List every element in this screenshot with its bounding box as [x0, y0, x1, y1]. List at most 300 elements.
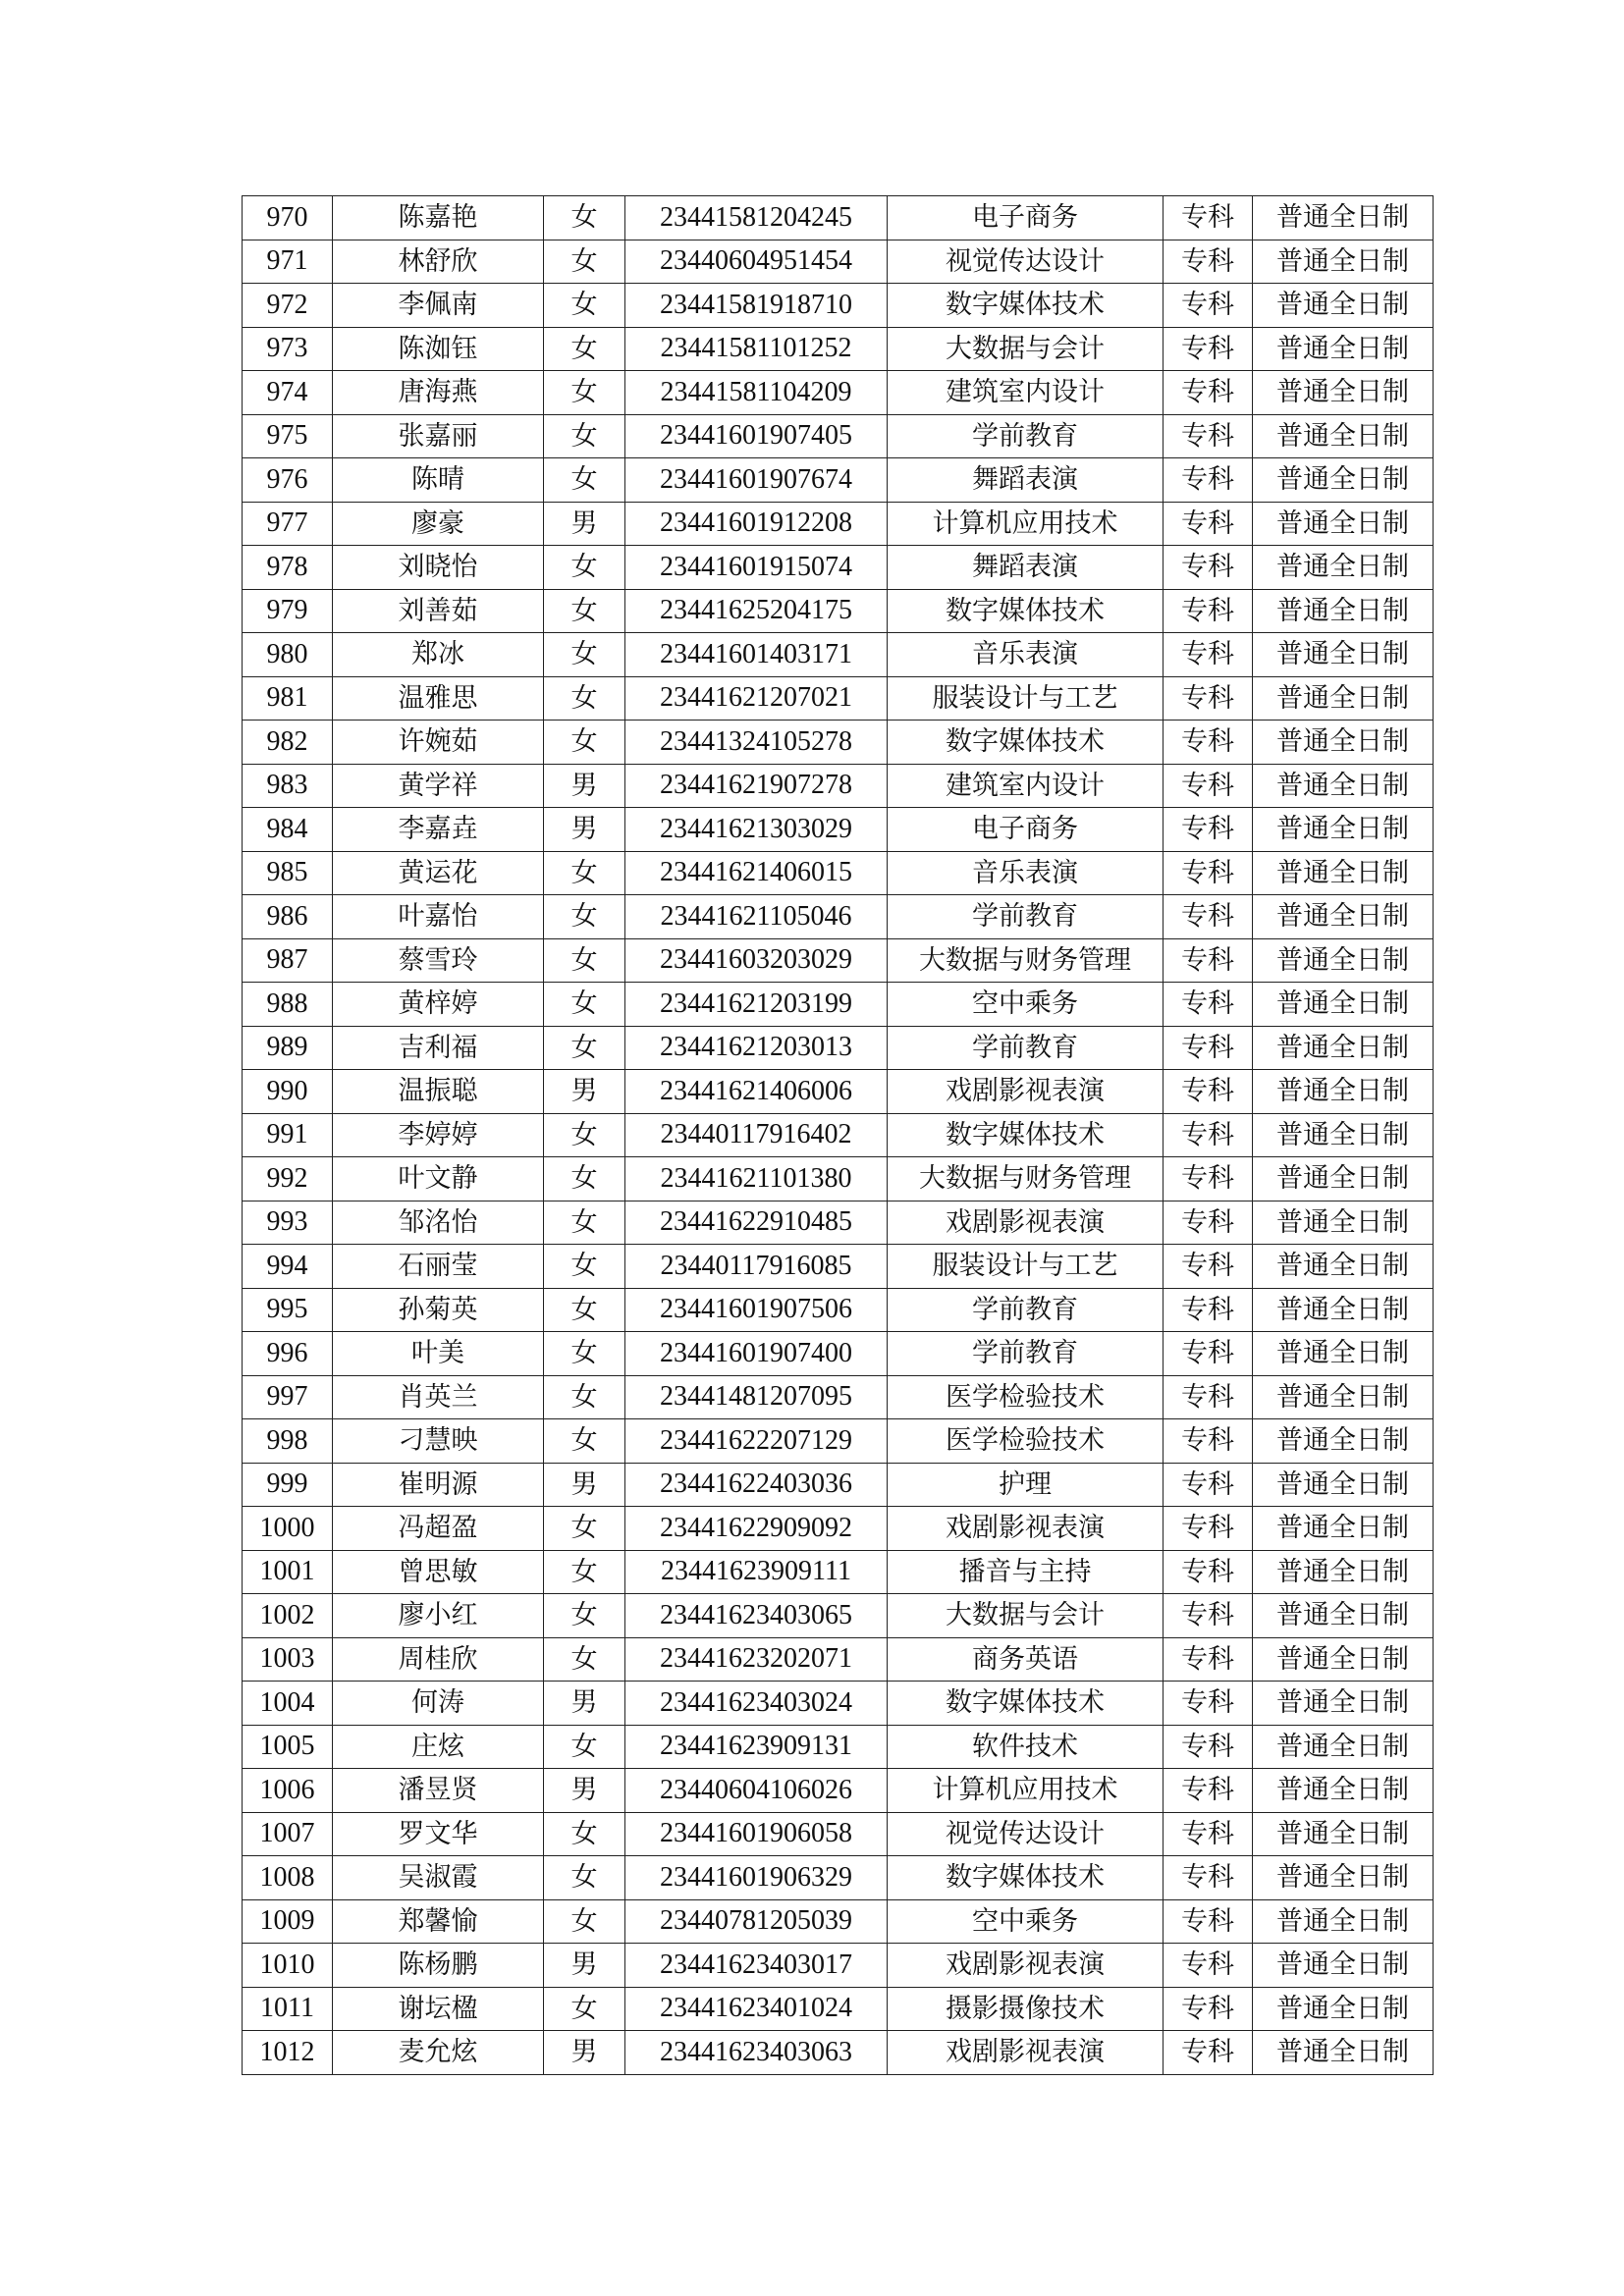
student-name-cell: 廖豪	[333, 502, 544, 546]
exam-number-cell: 23441623403065	[625, 1594, 888, 1638]
row-index-cell: 1001	[243, 1550, 333, 1594]
table-row	[243, 721, 1434, 765]
row-index-cell: 993	[243, 1201, 333, 1245]
gender-cell: 女	[544, 1812, 625, 1856]
row-index-cell: 970	[243, 196, 333, 240]
student-name-cell: 曾思敏	[333, 1550, 544, 1594]
student-name-cell: 叶嘉怡	[333, 895, 544, 939]
table-row	[243, 2031, 1434, 2075]
exam-number-cell: 23441623909131	[625, 1725, 888, 1769]
exam-number-cell: 23441621101380	[625, 1157, 888, 1201]
table-row	[243, 895, 1434, 939]
gender-cell: 女	[544, 1725, 625, 1769]
gender-cell: 女	[544, 458, 625, 503]
major-cell: 学前教育	[888, 895, 1164, 939]
exam-number-cell: 23441581101252	[625, 327, 888, 371]
study-mode-cell: 普通全日制	[1253, 1332, 1434, 1376]
gender-cell: 女	[544, 196, 625, 240]
row-index-cell: 992	[243, 1157, 333, 1201]
exam-number-cell: 23441622403036	[625, 1463, 888, 1507]
gender-cell: 女	[544, 676, 625, 721]
gender-cell: 女	[544, 938, 625, 983]
gender-cell: 女	[544, 1113, 625, 1157]
gender-cell: 男	[544, 764, 625, 808]
study-mode-cell: 普通全日制	[1253, 458, 1434, 503]
study-mode-cell: 普通全日制	[1253, 1375, 1434, 1419]
study-mode-cell: 普通全日制	[1253, 895, 1434, 939]
study-mode-cell: 普通全日制	[1253, 1288, 1434, 1332]
major-cell: 数字媒体技术	[888, 284, 1164, 328]
education-level-cell: 专科	[1164, 196, 1253, 240]
exam-number-cell: 23441623909111	[625, 1550, 888, 1594]
study-mode-cell: 普通全日制	[1253, 1463, 1434, 1507]
row-index-cell: 972	[243, 284, 333, 328]
table-row	[243, 1899, 1434, 1944]
exam-number-cell: 23441581918710	[625, 284, 888, 328]
study-mode-cell: 普通全日制	[1253, 1245, 1434, 1289]
table-row	[243, 1157, 1434, 1201]
major-cell: 建筑室内设计	[888, 371, 1164, 415]
student-name-cell: 罗文华	[333, 1812, 544, 1856]
study-mode-cell: 普通全日制	[1253, 1201, 1434, 1245]
row-index-cell: 973	[243, 327, 333, 371]
row-index-cell: 978	[243, 546, 333, 590]
education-level-cell: 专科	[1164, 1725, 1253, 1769]
table-row	[243, 1288, 1434, 1332]
table-row	[243, 458, 1434, 503]
student-name-cell: 张嘉丽	[333, 414, 544, 458]
study-mode-cell: 普通全日制	[1253, 546, 1434, 590]
table-row	[243, 196, 1434, 240]
table-row	[243, 1594, 1434, 1638]
exam-number-cell: 23441623403017	[625, 1944, 888, 1988]
table-row	[243, 414, 1434, 458]
gender-cell: 男	[544, 2031, 625, 2075]
major-cell: 戏剧影视表演	[888, 1070, 1164, 1114]
row-index-cell: 1005	[243, 1725, 333, 1769]
education-level-cell: 专科	[1164, 764, 1253, 808]
education-level-cell: 专科	[1164, 808, 1253, 852]
education-level-cell: 专科	[1164, 240, 1253, 284]
education-level-cell: 专科	[1164, 1944, 1253, 1988]
row-index-cell: 977	[243, 502, 333, 546]
row-index-cell: 994	[243, 1245, 333, 1289]
gender-cell: 女	[544, 371, 625, 415]
row-index-cell: 982	[243, 721, 333, 765]
exam-number-cell: 23440604106026	[625, 1769, 888, 1813]
exam-number-cell: 23441621907278	[625, 764, 888, 808]
gender-cell: 女	[544, 414, 625, 458]
gender-cell: 女	[544, 240, 625, 284]
study-mode-cell: 普通全日制	[1253, 633, 1434, 677]
row-index-cell: 976	[243, 458, 333, 503]
row-index-cell: 1002	[243, 1594, 333, 1638]
student-name-cell: 温雅思	[333, 676, 544, 721]
student-name-cell: 唐海燕	[333, 371, 544, 415]
study-mode-cell: 普通全日制	[1253, 2031, 1434, 2075]
row-index-cell: 1000	[243, 1507, 333, 1551]
exam-number-cell: 23441621406006	[625, 1070, 888, 1114]
gender-cell: 女	[544, 1332, 625, 1376]
student-name-cell: 刘晓怡	[333, 546, 544, 590]
table-row	[243, 808, 1434, 852]
education-level-cell: 专科	[1164, 1245, 1253, 1289]
study-mode-cell: 普通全日制	[1253, 196, 1434, 240]
exam-number-cell: 23441622910485	[625, 1201, 888, 1245]
major-cell: 摄影摄像技术	[888, 1987, 1164, 2031]
exam-number-cell: 23441621406015	[625, 851, 888, 895]
student-name-cell: 陈晴	[333, 458, 544, 503]
gender-cell: 女	[544, 1594, 625, 1638]
student-name-cell: 廖小红	[333, 1594, 544, 1638]
study-mode-cell: 普通全日制	[1253, 1856, 1434, 1900]
education-level-cell: 专科	[1164, 1856, 1253, 1900]
student-name-cell: 李婷婷	[333, 1113, 544, 1157]
exam-number-cell: 23441621105046	[625, 895, 888, 939]
table-row	[243, 1812, 1434, 1856]
major-cell: 戏剧影视表演	[888, 1944, 1164, 1988]
row-index-cell: 1004	[243, 1682, 333, 1726]
study-mode-cell: 普通全日制	[1253, 1594, 1434, 1638]
major-cell: 视觉传达设计	[888, 1812, 1164, 1856]
student-list-table	[242, 195, 1434, 2075]
education-level-cell: 专科	[1164, 502, 1253, 546]
exam-number-cell: 23441621203013	[625, 1026, 888, 1070]
exam-number-cell: 23441601907506	[625, 1288, 888, 1332]
major-cell: 学前教育	[888, 414, 1164, 458]
table-row	[243, 371, 1434, 415]
study-mode-cell: 普通全日制	[1253, 1157, 1434, 1201]
education-level-cell: 专科	[1164, 2031, 1253, 2075]
major-cell: 电子商务	[888, 196, 1164, 240]
row-index-cell: 981	[243, 676, 333, 721]
student-name-cell: 蔡雪玲	[333, 938, 544, 983]
student-name-cell: 邹洺怡	[333, 1201, 544, 1245]
student-name-cell: 黄学祥	[333, 764, 544, 808]
gender-cell: 男	[544, 1769, 625, 1813]
major-cell: 软件技术	[888, 1725, 1164, 1769]
exam-number-cell: 23441621303029	[625, 808, 888, 852]
exam-number-cell: 23441601403171	[625, 633, 888, 677]
student-name-cell: 李嘉垚	[333, 808, 544, 852]
gender-cell: 男	[544, 502, 625, 546]
exam-number-cell: 23441581104209	[625, 371, 888, 415]
major-cell: 戏剧影视表演	[888, 1201, 1164, 1245]
row-index-cell: 980	[243, 633, 333, 677]
student-name-cell: 肖英兰	[333, 1375, 544, 1419]
table-row	[243, 546, 1434, 590]
student-name-cell: 温振聪	[333, 1070, 544, 1114]
table-row	[243, 240, 1434, 284]
education-level-cell: 专科	[1164, 1899, 1253, 1944]
education-level-cell: 专科	[1164, 458, 1253, 503]
gender-cell: 女	[544, 1637, 625, 1682]
study-mode-cell: 普通全日制	[1253, 284, 1434, 328]
student-name-cell: 崔明源	[333, 1463, 544, 1507]
major-cell: 学前教育	[888, 1332, 1164, 1376]
major-cell: 大数据与财务管理	[888, 938, 1164, 983]
major-cell: 大数据与会计	[888, 327, 1164, 371]
education-level-cell: 专科	[1164, 589, 1253, 633]
major-cell: 舞蹈表演	[888, 458, 1164, 503]
study-mode-cell: 普通全日制	[1253, 1812, 1434, 1856]
student-name-cell: 陈杨鹏	[333, 1944, 544, 1988]
education-level-cell: 专科	[1164, 1201, 1253, 1245]
student-name-cell: 吴淑霞	[333, 1856, 544, 1900]
row-index-cell: 1012	[243, 2031, 333, 2075]
major-cell: 护理	[888, 1463, 1164, 1507]
major-cell: 数字媒体技术	[888, 589, 1164, 633]
exam-number-cell: 23441622207129	[625, 1419, 888, 1464]
exam-number-cell: 23441621207021	[625, 676, 888, 721]
study-mode-cell: 普通全日制	[1253, 240, 1434, 284]
exam-number-cell: 23441601907674	[625, 458, 888, 503]
row-index-cell: 995	[243, 1288, 333, 1332]
row-index-cell: 996	[243, 1332, 333, 1376]
student-name-cell: 周桂欣	[333, 1637, 544, 1682]
exam-number-cell: 23441601915074	[625, 546, 888, 590]
education-level-cell: 专科	[1164, 1637, 1253, 1682]
study-mode-cell: 普通全日制	[1253, 1507, 1434, 1551]
table-row	[243, 1856, 1434, 1900]
education-level-cell: 专科	[1164, 414, 1253, 458]
gender-cell: 女	[544, 1550, 625, 1594]
table-row	[243, 1419, 1434, 1464]
row-index-cell: 985	[243, 851, 333, 895]
student-name-cell: 孙菊英	[333, 1288, 544, 1332]
study-mode-cell: 普通全日制	[1253, 1070, 1434, 1114]
student-name-cell: 黄运花	[333, 851, 544, 895]
education-level-cell: 专科	[1164, 1594, 1253, 1638]
education-level-cell: 专科	[1164, 1157, 1253, 1201]
row-index-cell: 1009	[243, 1899, 333, 1944]
education-level-cell: 专科	[1164, 938, 1253, 983]
major-cell: 播音与主持	[888, 1550, 1164, 1594]
major-cell: 建筑室内设计	[888, 764, 1164, 808]
study-mode-cell: 普通全日制	[1253, 1026, 1434, 1070]
study-mode-cell: 普通全日制	[1253, 589, 1434, 633]
table-row	[243, 1332, 1434, 1376]
student-name-cell: 刘善茹	[333, 589, 544, 633]
study-mode-cell: 普通全日制	[1253, 1682, 1434, 1726]
education-level-cell: 专科	[1164, 1113, 1253, 1157]
table-body	[243, 196, 1434, 2075]
student-name-cell: 陈洳钰	[333, 327, 544, 371]
table-row	[243, 589, 1434, 633]
row-index-cell: 988	[243, 983, 333, 1027]
education-level-cell: 专科	[1164, 1463, 1253, 1507]
exam-number-cell: 23441623401024	[625, 1987, 888, 2031]
table-row	[243, 851, 1434, 895]
study-mode-cell: 普通全日制	[1253, 721, 1434, 765]
table-row	[243, 1245, 1434, 1289]
education-level-cell: 专科	[1164, 633, 1253, 677]
row-index-cell: 974	[243, 371, 333, 415]
gender-cell: 女	[544, 1856, 625, 1900]
education-level-cell: 专科	[1164, 1026, 1253, 1070]
table-row	[243, 1944, 1434, 1988]
student-name-cell: 陈嘉艳	[333, 196, 544, 240]
exam-number-cell: 23441324105278	[625, 721, 888, 765]
table-row	[243, 284, 1434, 328]
major-cell: 音乐表演	[888, 633, 1164, 677]
major-cell: 数字媒体技术	[888, 1682, 1164, 1726]
row-index-cell: 1010	[243, 1944, 333, 1988]
row-index-cell: 986	[243, 895, 333, 939]
gender-cell: 女	[544, 1026, 625, 1070]
education-level-cell: 专科	[1164, 676, 1253, 721]
education-level-cell: 专科	[1164, 1288, 1253, 1332]
major-cell: 医学检验技术	[888, 1419, 1164, 1464]
study-mode-cell: 普通全日制	[1253, 764, 1434, 808]
exam-number-cell: 23441581204245	[625, 196, 888, 240]
education-level-cell: 专科	[1164, 721, 1253, 765]
gender-cell: 女	[544, 284, 625, 328]
major-cell: 数字媒体技术	[888, 1113, 1164, 1157]
row-index-cell: 989	[243, 1026, 333, 1070]
education-level-cell: 专科	[1164, 1987, 1253, 2031]
exam-number-cell: 23441622909092	[625, 1507, 888, 1551]
student-name-cell: 刁慧映	[333, 1419, 544, 1464]
table-row	[243, 1070, 1434, 1114]
exam-number-cell: 23441601906329	[625, 1856, 888, 1900]
row-index-cell: 1003	[243, 1637, 333, 1682]
major-cell: 视觉传达设计	[888, 240, 1164, 284]
table-row	[243, 1550, 1434, 1594]
education-level-cell: 专科	[1164, 1550, 1253, 1594]
table-row	[243, 327, 1434, 371]
table-row	[243, 676, 1434, 721]
education-level-cell: 专科	[1164, 284, 1253, 328]
exam-number-cell: 23441623202071	[625, 1637, 888, 1682]
major-cell: 戏剧影视表演	[888, 1507, 1164, 1551]
row-index-cell: 984	[243, 808, 333, 852]
student-name-cell: 郑冰	[333, 633, 544, 677]
exam-number-cell: 23441625204175	[625, 589, 888, 633]
gender-cell: 女	[544, 1375, 625, 1419]
student-name-cell: 何涛	[333, 1682, 544, 1726]
row-index-cell: 1011	[243, 1987, 333, 2031]
gender-cell: 女	[544, 633, 625, 677]
major-cell: 学前教育	[888, 1026, 1164, 1070]
gender-cell: 女	[544, 721, 625, 765]
major-cell: 戏剧影视表演	[888, 2031, 1164, 2075]
table-row	[243, 1113, 1434, 1157]
education-level-cell: 专科	[1164, 1332, 1253, 1376]
row-index-cell: 1006	[243, 1769, 333, 1813]
study-mode-cell: 普通全日制	[1253, 983, 1434, 1027]
education-level-cell: 专科	[1164, 1375, 1253, 1419]
exam-number-cell: 23441601906058	[625, 1812, 888, 1856]
table-row	[243, 983, 1434, 1027]
education-level-cell: 专科	[1164, 546, 1253, 590]
major-cell: 大数据与财务管理	[888, 1157, 1164, 1201]
gender-cell: 女	[544, 1899, 625, 1944]
gender-cell: 男	[544, 1682, 625, 1726]
exam-number-cell: 23441621203199	[625, 983, 888, 1027]
row-index-cell: 1008	[243, 1856, 333, 1900]
row-index-cell: 990	[243, 1070, 333, 1114]
study-mode-cell: 普通全日制	[1253, 1637, 1434, 1682]
exam-number-cell: 23440604951454	[625, 240, 888, 284]
study-mode-cell: 普通全日制	[1253, 502, 1434, 546]
student-name-cell: 许婉茹	[333, 721, 544, 765]
gender-cell: 女	[544, 1288, 625, 1332]
student-name-cell: 李佩南	[333, 284, 544, 328]
major-cell: 服装设计与工艺	[888, 676, 1164, 721]
study-mode-cell: 普通全日制	[1253, 1769, 1434, 1813]
major-cell: 大数据与会计	[888, 1594, 1164, 1638]
gender-cell: 男	[544, 1463, 625, 1507]
major-cell: 计算机应用技术	[888, 1769, 1164, 1813]
study-mode-cell: 普通全日制	[1253, 1725, 1434, 1769]
gender-cell: 女	[544, 1201, 625, 1245]
study-mode-cell: 普通全日制	[1253, 1944, 1434, 1988]
exam-number-cell: 23441623403063	[625, 2031, 888, 2075]
table-row	[243, 502, 1434, 546]
student-name-cell: 叶文静	[333, 1157, 544, 1201]
education-level-cell: 专科	[1164, 1769, 1253, 1813]
student-name-cell: 黄梓婷	[333, 983, 544, 1027]
row-index-cell: 1007	[243, 1812, 333, 1856]
table-row	[243, 1637, 1434, 1682]
row-index-cell: 999	[243, 1463, 333, 1507]
gender-cell: 女	[544, 983, 625, 1027]
student-name-cell: 冯超盈	[333, 1507, 544, 1551]
student-name-cell: 郑馨愉	[333, 1899, 544, 1944]
table-row	[243, 1201, 1434, 1245]
study-mode-cell: 普通全日制	[1253, 851, 1434, 895]
study-mode-cell: 普通全日制	[1253, 327, 1434, 371]
education-level-cell: 专科	[1164, 327, 1253, 371]
table-row	[243, 938, 1434, 983]
major-cell: 空中乘务	[888, 1899, 1164, 1944]
row-index-cell: 997	[243, 1375, 333, 1419]
table-row	[243, 764, 1434, 808]
major-cell: 空中乘务	[888, 983, 1164, 1027]
study-mode-cell: 普通全日制	[1253, 1113, 1434, 1157]
major-cell: 服装设计与工艺	[888, 1245, 1164, 1289]
study-mode-cell: 普通全日制	[1253, 808, 1434, 852]
education-level-cell: 专科	[1164, 1070, 1253, 1114]
gender-cell: 女	[544, 327, 625, 371]
gender-cell: 女	[544, 851, 625, 895]
table-row	[243, 1769, 1434, 1813]
gender-cell: 女	[544, 1987, 625, 2031]
study-mode-cell: 普通全日制	[1253, 1987, 1434, 2031]
exam-number-cell: 23440781205039	[625, 1899, 888, 1944]
table-row	[243, 633, 1434, 677]
major-cell: 学前教育	[888, 1288, 1164, 1332]
major-cell: 商务英语	[888, 1637, 1164, 1682]
study-mode-cell: 普通全日制	[1253, 938, 1434, 983]
major-cell: 医学检验技术	[888, 1375, 1164, 1419]
table-row	[243, 1682, 1434, 1726]
gender-cell: 女	[544, 546, 625, 590]
table-row	[243, 1375, 1434, 1419]
table-row	[243, 1725, 1434, 1769]
exam-number-cell: 23440117916085	[625, 1245, 888, 1289]
education-level-cell: 专科	[1164, 1419, 1253, 1464]
gender-cell: 女	[544, 1507, 625, 1551]
row-index-cell: 998	[243, 1419, 333, 1464]
gender-cell: 男	[544, 808, 625, 852]
row-index-cell: 979	[243, 589, 333, 633]
student-name-cell: 谢坛楹	[333, 1987, 544, 2031]
study-mode-cell: 普通全日制	[1253, 1419, 1434, 1464]
gender-cell: 女	[544, 589, 625, 633]
exam-number-cell: 23441481207095	[625, 1375, 888, 1419]
